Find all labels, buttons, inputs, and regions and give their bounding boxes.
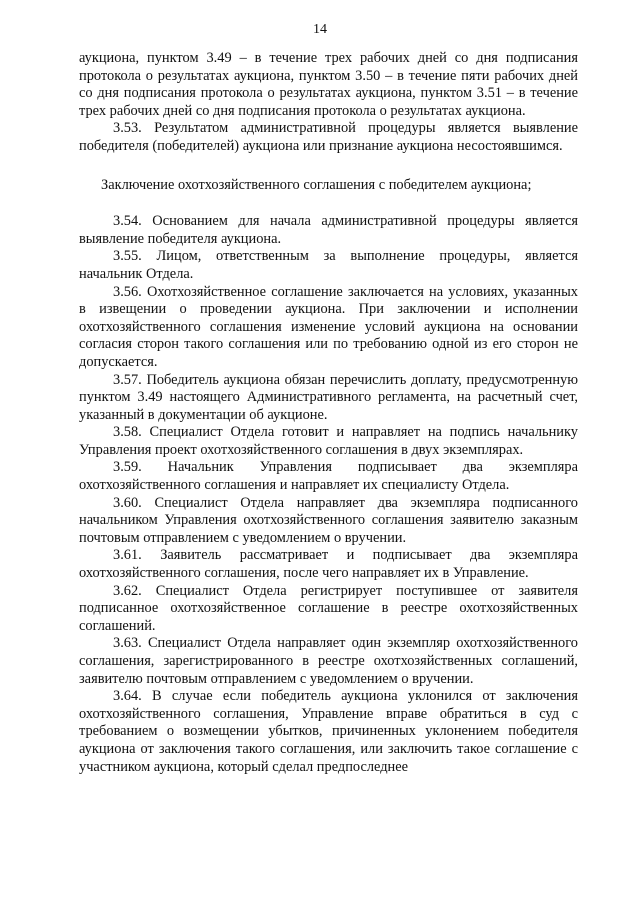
paragraph-3-61: [79, 547, 578, 582]
paragraph-3-55: [79, 248, 578, 283]
clause-text: Победитель аукциона обязан перечислить доплату, предусмотренную пунктом 3.49 настоящего Административного регламента, на расчетный счет, указанный в документации об аукционе.: [79, 371, 578, 423]
clause-text: Специалист Отдела направляет один экземпляр охотхозяйственного соглашения, зарегистрированного в реестре охотхозяйственных соглашений, заявителю почтовым отправлением с уведомлением о вручении.: [79, 635, 578, 687]
paragraph-3-60: [79, 495, 578, 548]
paragraph-intro: аукциона, пунктом 3.49 – в течение трех рабочих дней со дня подписания протокола о результатах аукциона, пунктом 3.50 – в течение пяти рабочих дней со дня подписания протокола о результатах аукциона, пунктом 3.51 – в течение трех рабочих дней со дня подписания протокола о результатах аукциона.: [79, 50, 578, 119]
clause-number: 3.54.: [113, 213, 142, 230]
clause-text: Специалист Отдела регистрирует поступившее от заявителя подписанное охотхозяйственное соглашение в реестре охотхозяйственных соглашений.: [79, 582, 578, 634]
clause-text: Специалист Отдела направляет два экземпляра подписанного начальником Управления охотхозяйственного соглашения заявителю заказным почтовым отправлением с уведомлением о вручении.: [79, 494, 578, 546]
clause-text: Начальник Управления подписывает два экземпляра охотхозяйственного соглашения и направляет их специалисту Отдела.: [79, 459, 578, 494]
paragraph-3-59: [79, 459, 578, 494]
page-number: 14: [313, 22, 327, 37]
paragraph-3-57: [79, 372, 578, 425]
clause-list: [79, 213, 578, 776]
paragraph-3-53: [79, 120, 578, 155]
clause-text: Охотхозяйственное соглашение заключается на условиях, указанных в извещении о проведении аукциона. При заключении и исполнении охотхозяйственного соглашения изменение условий аукциона на основании согласия сторон такого соглашения или по требованию одной из его сторон не допускается.: [79, 283, 578, 370]
paragraph-3-58: [79, 424, 578, 459]
clause-text: В случае если победитель аукциона уклонился от заключения охотхозяйственного соглашения, Управление вправе обратиться в суд с требованием о возмещении убытков, причиненных уклонением победителя аукциона от заключения такого соглашения, или заключить такое соглашение с участником аукциона, который сделал предпоследнее: [79, 688, 578, 775]
paragraph-3-54: [79, 213, 578, 248]
clause-text: Специалист Отдела готовит и направляет на подпись начальнику Управления проект охотхозяйственного соглашения в двух экземплярах.: [79, 424, 578, 458]
clause-number: 3.55.: [113, 248, 142, 265]
clause-number: 3.59.: [113, 459, 142, 476]
clause-number: 3.62.: [113, 582, 142, 599]
paragraph-3-64: [79, 688, 578, 776]
clause-number: 3.56.: [113, 283, 142, 300]
paragraph-3-62: [79, 583, 578, 636]
clause-number: 3.64.: [113, 688, 142, 705]
document-body: [79, 50, 578, 776]
clause-number: 3.58.: [113, 424, 142, 441]
clause-number: 3.57.: [113, 371, 142, 388]
section-heading: Заключение охотхозяйственного соглашения с победителем аукциона;: [101, 176, 532, 193]
clause-text: Лицом, ответственным за выполнение процедуры, является начальник Отдела.: [79, 248, 578, 282]
clause-text: Заявитель рассматривает и подписывает два экземпляра охотхозяйственного соглашения, после чего направляет их в Управление.: [79, 547, 578, 582]
clause-text: Основанием для начала административной процедуры является выявление победителя аукциона.: [79, 213, 578, 247]
clause-number: 3.61.: [113, 547, 142, 564]
paragraph-3-56: [79, 284, 578, 372]
clause-number: 3.63.: [113, 635, 142, 652]
clause-text: Результатом административной процедуры является выявление победителя (победителей) аукциона или признание аукциона несостоявшимся.: [79, 120, 578, 154]
paragraph-3-63: [79, 635, 578, 688]
clause-number: 3.53.: [113, 120, 142, 137]
clause-number: 3.60.: [113, 494, 142, 511]
